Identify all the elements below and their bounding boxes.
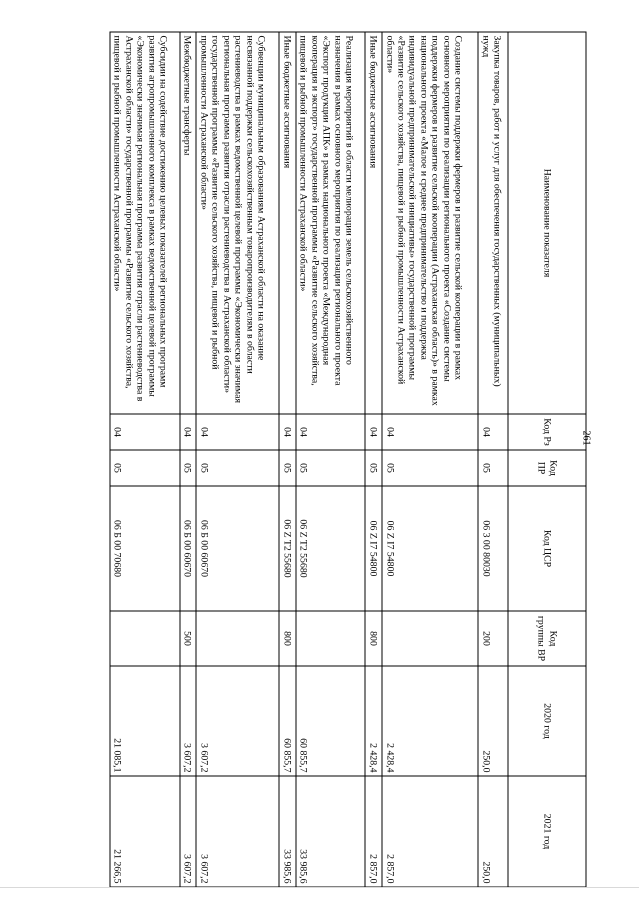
row-rz: 04 [110, 414, 180, 450]
row-rz: 04 [382, 414, 478, 450]
row-2021: 33 985,6 [296, 776, 366, 887]
table-row [365, 32, 382, 887]
row-2021: 2 857,0 [382, 776, 478, 887]
row-rz: 04 [478, 414, 508, 450]
row-pr: 05 [180, 450, 197, 486]
header-vr: Код группы ВР [508, 611, 586, 666]
row-2020: 2 428,4 [365, 666, 382, 776]
row-csr: 06 Б 00 60670 [196, 486, 279, 611]
rotated-table-container [110, 32, 587, 887]
row-vr [110, 611, 180, 666]
row-vr [382, 611, 478, 666]
table-header-row [508, 32, 586, 887]
table-row [180, 32, 197, 887]
row-vr [196, 611, 279, 666]
row-vr [296, 611, 366, 666]
row-2020: 250,0 [478, 666, 508, 776]
row-rz: 04 [365, 414, 382, 450]
table-row [279, 32, 296, 887]
row-2021: 21 266,5 [110, 776, 180, 887]
row-2020: 3 607,2 [180, 666, 197, 776]
table-row [110, 32, 180, 887]
header-2021: 2021 год [508, 776, 586, 887]
header-pr: Код ПР [508, 450, 586, 486]
row-2020: 21 085,1 [110, 666, 180, 776]
row-name: Межбюджетные трансферты [180, 32, 197, 414]
row-name: Создание системы поддержки фермеров и развитие сельской кооперации в рамках основного мероприятия по реализации регионального проекта «Создание системы поддержки фермеров и развитие сельской кооперации (Астраханская область)» в рамках национального проекта «Малое и среднее предпринимательство и поддержка индивидуальной предпринимательской инициативы» государственной программы «Развитие сельского хозяйства, пищевой и рыбной промышленности Астраханской области» [382, 32, 478, 414]
row-csr: 06 Z T2 55680 [296, 486, 366, 611]
header-2020: 2020 год [508, 666, 586, 776]
row-pr: 05 [296, 450, 366, 486]
row-rz: 04 [196, 414, 279, 450]
header-csr: Код ЦСР [508, 486, 586, 611]
row-2020: 60 855,7 [296, 666, 366, 776]
row-pr: 05 [478, 450, 508, 486]
row-pr: 05 [382, 450, 478, 486]
row-2021: 33 985,6 [279, 776, 296, 887]
row-2021: 3 607,2 [180, 776, 197, 887]
row-name: Иные бюджетные ассигнования [279, 32, 296, 414]
row-csr: 06 Б 00 60670 [180, 486, 197, 611]
scan-edge-line [0, 887, 639, 888]
row-2021: 3 607,2 [196, 776, 279, 887]
row-pr: 05 [279, 450, 296, 486]
row-name: Субвенции муниципальным образованиям Астраханской области на оказание несвязанной поддержки сельскохозяйственным товаропроизводителям в области растениеводства в рамках ведомственной целевой программы «Экономически значимая региональная программа развития отрасли растениеводства в Астраханской области» государственной программы «Развитие сельского хозяйства, пищевой и рыбной промышленности Астраханской области» [196, 32, 279, 414]
row-csr: 06 Z T2 55680 [279, 486, 296, 611]
row-vr: 800 [279, 611, 296, 666]
row-2021: 2 857,0 [365, 776, 382, 887]
table-row [296, 32, 366, 887]
row-rz: 04 [279, 414, 296, 450]
row-csr: 06 Б 00 70680 [110, 486, 180, 611]
row-vr: 500 [180, 611, 197, 666]
row-pr: 05 [110, 450, 180, 486]
table-row [196, 32, 279, 887]
row-pr: 05 [365, 450, 382, 486]
row-pr: 05 [196, 450, 279, 486]
row-csr: 06 Z I7 54800 [382, 486, 478, 611]
budget-table [110, 32, 587, 888]
header-rz: Код Рз [508, 414, 586, 450]
page-number: 261 [580, 430, 592, 446]
row-vr: 200 [478, 611, 508, 666]
table-row [382, 32, 478, 887]
row-2021: 250,0 [478, 776, 508, 887]
row-rz: 04 [180, 414, 197, 450]
row-csr: 06 3 00 80030 [478, 486, 508, 611]
row-csr: 06 Z I7 54800 [365, 486, 382, 611]
row-name: Закупка товаров, работ и услуг для обеспечения государственных (муниципальных) нужд [478, 32, 508, 414]
row-2020: 3 607,2 [196, 666, 279, 776]
row-name: Реализация мероприятий в области мелиорации земель сельскохозяйственного назначения в рамках основного мероприятия по реализации регионального проекта «Экспорт продукции АПК» в рамках национального проекта «Международная кооперация и экспорт» государственной программы «Развитие сельского хозяйства, пищевой и рыбной промышленности Астраханской области» [296, 32, 366, 414]
header-name: Наименование показателя [508, 32, 586, 414]
row-rz: 04 [296, 414, 366, 450]
row-name: Субсидии на содействие достижению целевых показателей региональных программ развития агропромышленного комплекса в рамках ведомственной целевой программы «Экономически значимая региональная программа развития отрасли растениеводства в Астраханской области» государственной программы «Развитие сельского хозяйства, пищевой и рыбной промышленности Астраханской области» [110, 32, 180, 414]
table-row [478, 32, 508, 887]
row-vr: 800 [365, 611, 382, 666]
row-2020: 60 855,7 [279, 666, 296, 776]
row-name: Иные бюджетные ассигнования [365, 32, 382, 414]
row-2020: 2 428,4 [382, 666, 478, 776]
